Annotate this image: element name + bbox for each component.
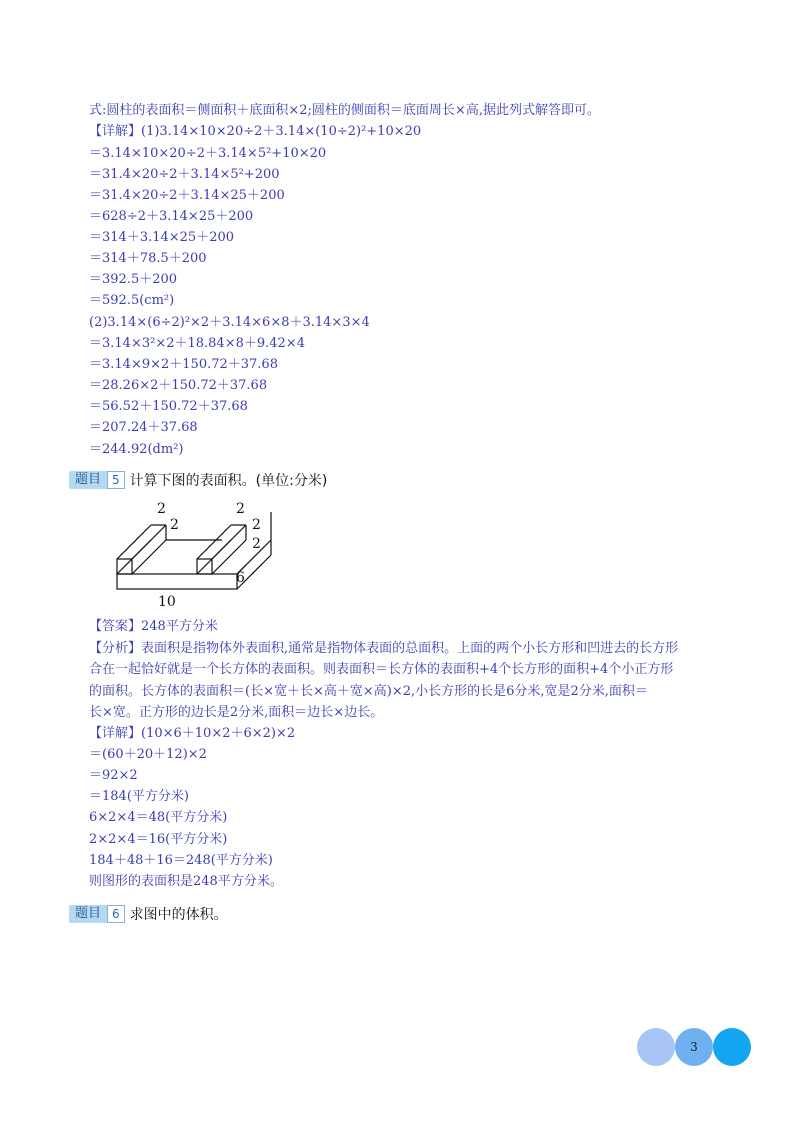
q5-solution-2: ＝92×2 <box>89 768 138 783</box>
q5-solution-3: ＝184(平方分米) <box>89 789 189 804</box>
q5-answer: 【答案】248平方分米 <box>89 619 218 634</box>
q4-line-8: ＝392.5＋200 <box>89 272 178 287</box>
q4-line-2: ＝3.14×10×20÷2＋3.14×5²+10×20 <box>89 146 327 161</box>
question-6-header <box>69 904 228 924</box>
q5-analysis-3: 长×宽。正方形的边长是2分米,面积＝边长×边长。 <box>89 705 384 720</box>
question-text: 计算下图的表面积。(单位:分米) <box>129 473 328 489</box>
label-top-right: 2 <box>236 501 245 517</box>
q5-solution-6: 184＋48＋16＝248(平方分米) <box>89 853 273 868</box>
q5-analysis-2: 的面积。长方体的表面积＝(长×宽＋长×高＋宽×高)×2,小长方形的长是6分米,宽是2分米,面积＝ <box>89 684 648 699</box>
question-number: 6 <box>107 905 125 923</box>
question-5-header <box>69 470 327 490</box>
u-shape-solid-figure <box>112 498 272 610</box>
label-depth: 6 <box>236 570 245 586</box>
label-top-left: 2 <box>157 501 166 517</box>
label-right-2: 2 <box>252 536 261 552</box>
page-indicator <box>637 1028 752 1068</box>
q4-line-16: ＝244.92(dm²) <box>89 442 184 457</box>
q4-line-1: 【详解】(1)3.14×10×20÷2＋3.14×(10÷2)²+10×20 <box>89 124 422 139</box>
decor-circle-left <box>637 1028 675 1066</box>
q5-solution-7: 则图形的表面积是248平方分米。 <box>89 874 283 889</box>
q4-line-4: ＝31.4×20÷2＋3.14×25＋200 <box>89 188 285 203</box>
question-text: 求图中的体积。 <box>129 907 228 923</box>
q4-line-14: ＝56.52＋150.72＋37.68 <box>89 399 248 414</box>
question-number: 5 <box>107 471 125 489</box>
q4-line-12: ＝3.14×9×2＋150.72＋37.68 <box>89 357 278 372</box>
label-top-left-side: 2 <box>170 517 179 533</box>
q5-solution-0: 【详解】(10×6＋10×2＋6×2)×2 <box>89 726 296 741</box>
question-label: 题目 <box>69 471 107 489</box>
q4-line-10: (2)3.14×(6÷2)²×2＋3.14×6×8＋3.14×3×4 <box>89 315 370 330</box>
q5-solution-5: 2×2×4＝16(平方分米) <box>89 832 228 847</box>
q4-line-5: ＝628÷2＋3.14×25＋200 <box>89 209 254 224</box>
q5-solution-4: 6×2×4＝48(平方分米) <box>89 810 228 825</box>
q4-line-7: ＝314＋78.5＋200 <box>89 251 207 266</box>
label-right-1: 2 <box>252 517 261 533</box>
label-length: 10 <box>158 594 176 610</box>
q4-line-13: ＝28.26×2＋150.72＋37.68 <box>89 378 268 393</box>
page-number: 3 <box>690 1040 698 1054</box>
q4-line-11: ＝3.14×3²×2＋18.84×8＋9.42×4 <box>89 336 305 351</box>
question-label: 题目 <box>69 905 107 923</box>
decor-circle-right <box>713 1028 751 1066</box>
q4-line-3: ＝31.4×20÷2＋3.14×5²+200 <box>89 167 280 182</box>
q4-line-0: 式:圆柱的表面积＝侧面积＋底面积×2;圆柱的侧面积＝底面周长×高,据此列式解答即可。 <box>89 103 600 118</box>
q5-solution-1: ＝(60＋20＋12)×2 <box>89 747 207 762</box>
q4-line-15: ＝207.24＋37.68 <box>89 420 198 435</box>
q5-analysis-0: 【分析】表面积是指物体外表面积,通常是指物体表面的总面积。上面的两个小长方形和凹进去的长方形 <box>89 641 679 656</box>
q5-analysis-1: 合在一起恰好就是一个长方体的表面积。则表面积＝长方体的表面积+4个长方形的面积+4个小正方形 <box>89 662 674 677</box>
q4-line-9: ＝592.5(cm²) <box>89 293 175 308</box>
q4-line-6: ＝314＋3.14×25＋200 <box>89 230 235 245</box>
